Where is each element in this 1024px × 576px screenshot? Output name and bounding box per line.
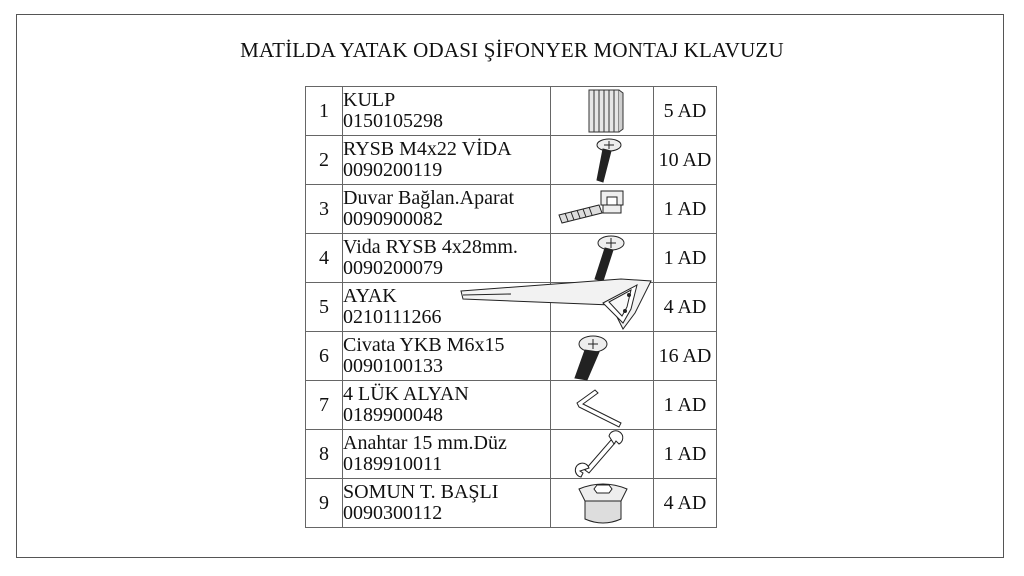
table-row xyxy=(306,136,717,185)
part-description xyxy=(343,430,551,479)
part-image xyxy=(551,430,654,479)
table-row xyxy=(306,381,717,430)
part-number: 1 xyxy=(306,87,343,136)
wall-bracket-icon xyxy=(551,185,653,233)
t-nut-icon xyxy=(551,479,653,527)
part-description xyxy=(343,234,551,283)
part-name: 4 LÜK ALYAN xyxy=(343,383,469,405)
part-number: 4 xyxy=(306,234,343,283)
part-name: AYAK xyxy=(343,285,397,307)
part-image xyxy=(551,185,654,234)
part-description xyxy=(343,87,551,136)
part-quantity: 10 AD xyxy=(654,136,717,185)
part-code: 0189910011 xyxy=(343,453,443,475)
screw-icon xyxy=(551,136,653,184)
part-name: RYSB M4x22 VİDA xyxy=(343,138,512,160)
part-quantity: 1 AD xyxy=(654,185,717,234)
part-image xyxy=(551,136,654,185)
part-number: 8 xyxy=(306,430,343,479)
allen-key-icon xyxy=(551,381,653,429)
part-number: 5 xyxy=(306,283,343,332)
part-name: Duvar Bağlan.Aparat xyxy=(343,187,515,209)
part-number: 2 xyxy=(306,136,343,185)
table-row xyxy=(306,87,717,136)
part-image xyxy=(551,479,654,528)
part-number: 3 xyxy=(306,185,343,234)
part-code: 0090200079 xyxy=(343,257,443,279)
table-row xyxy=(306,234,717,283)
part-image xyxy=(551,234,654,283)
table-row xyxy=(306,430,717,479)
part-image xyxy=(551,381,654,430)
part-quantity: 16 AD xyxy=(654,332,717,381)
part-quantity: 4 AD xyxy=(654,479,717,528)
part-number: 9 xyxy=(306,479,343,528)
table-row xyxy=(306,185,717,234)
part-description xyxy=(343,381,551,430)
part-code: 0210111266 xyxy=(343,306,442,328)
table-row xyxy=(306,332,717,381)
part-image xyxy=(551,332,654,381)
part-image xyxy=(551,283,654,332)
part-number: 6 xyxy=(306,332,343,381)
wrench-icon xyxy=(551,430,653,478)
table-row xyxy=(306,479,717,528)
part-name: KULP xyxy=(343,89,396,111)
parts-table xyxy=(305,86,717,528)
part-number: 7 xyxy=(306,381,343,430)
part-name: SOMUN T. BAŞLI xyxy=(343,481,499,503)
part-description xyxy=(343,136,551,185)
part-code: 0150105298 xyxy=(343,110,443,132)
part-code: 0090200119 xyxy=(343,159,443,181)
part-code: 0090900082 xyxy=(343,208,443,230)
part-quantity: 1 AD xyxy=(654,234,717,283)
part-image xyxy=(551,87,654,136)
table-row xyxy=(306,283,717,332)
part-code: 0090100133 xyxy=(343,355,443,377)
part-name: Civata YKB M6x15 xyxy=(343,334,505,356)
part-description xyxy=(343,479,551,528)
part-quantity: 1 AD xyxy=(654,430,717,479)
part-name: Anahtar 15 mm.Düz xyxy=(343,432,507,454)
part-quantity: 1 AD xyxy=(654,381,717,430)
part-code: 0189900048 xyxy=(343,404,443,426)
screw-icon xyxy=(551,234,653,282)
part-quantity: 4 AD xyxy=(654,283,717,332)
bolt-icon xyxy=(551,332,653,380)
part-quantity: 5 AD xyxy=(654,87,717,136)
page-title: MATİLDA YATAK ODASI ŞİFONYER MONTAJ KLAVUZU xyxy=(240,38,784,62)
part-description xyxy=(343,185,551,234)
part-name: Vida RYSB 4x28mm. xyxy=(343,236,518,258)
leg-icon xyxy=(551,283,653,331)
part-description xyxy=(343,332,551,381)
part-code: 0090300112 xyxy=(343,502,443,524)
handle-icon xyxy=(551,87,653,135)
